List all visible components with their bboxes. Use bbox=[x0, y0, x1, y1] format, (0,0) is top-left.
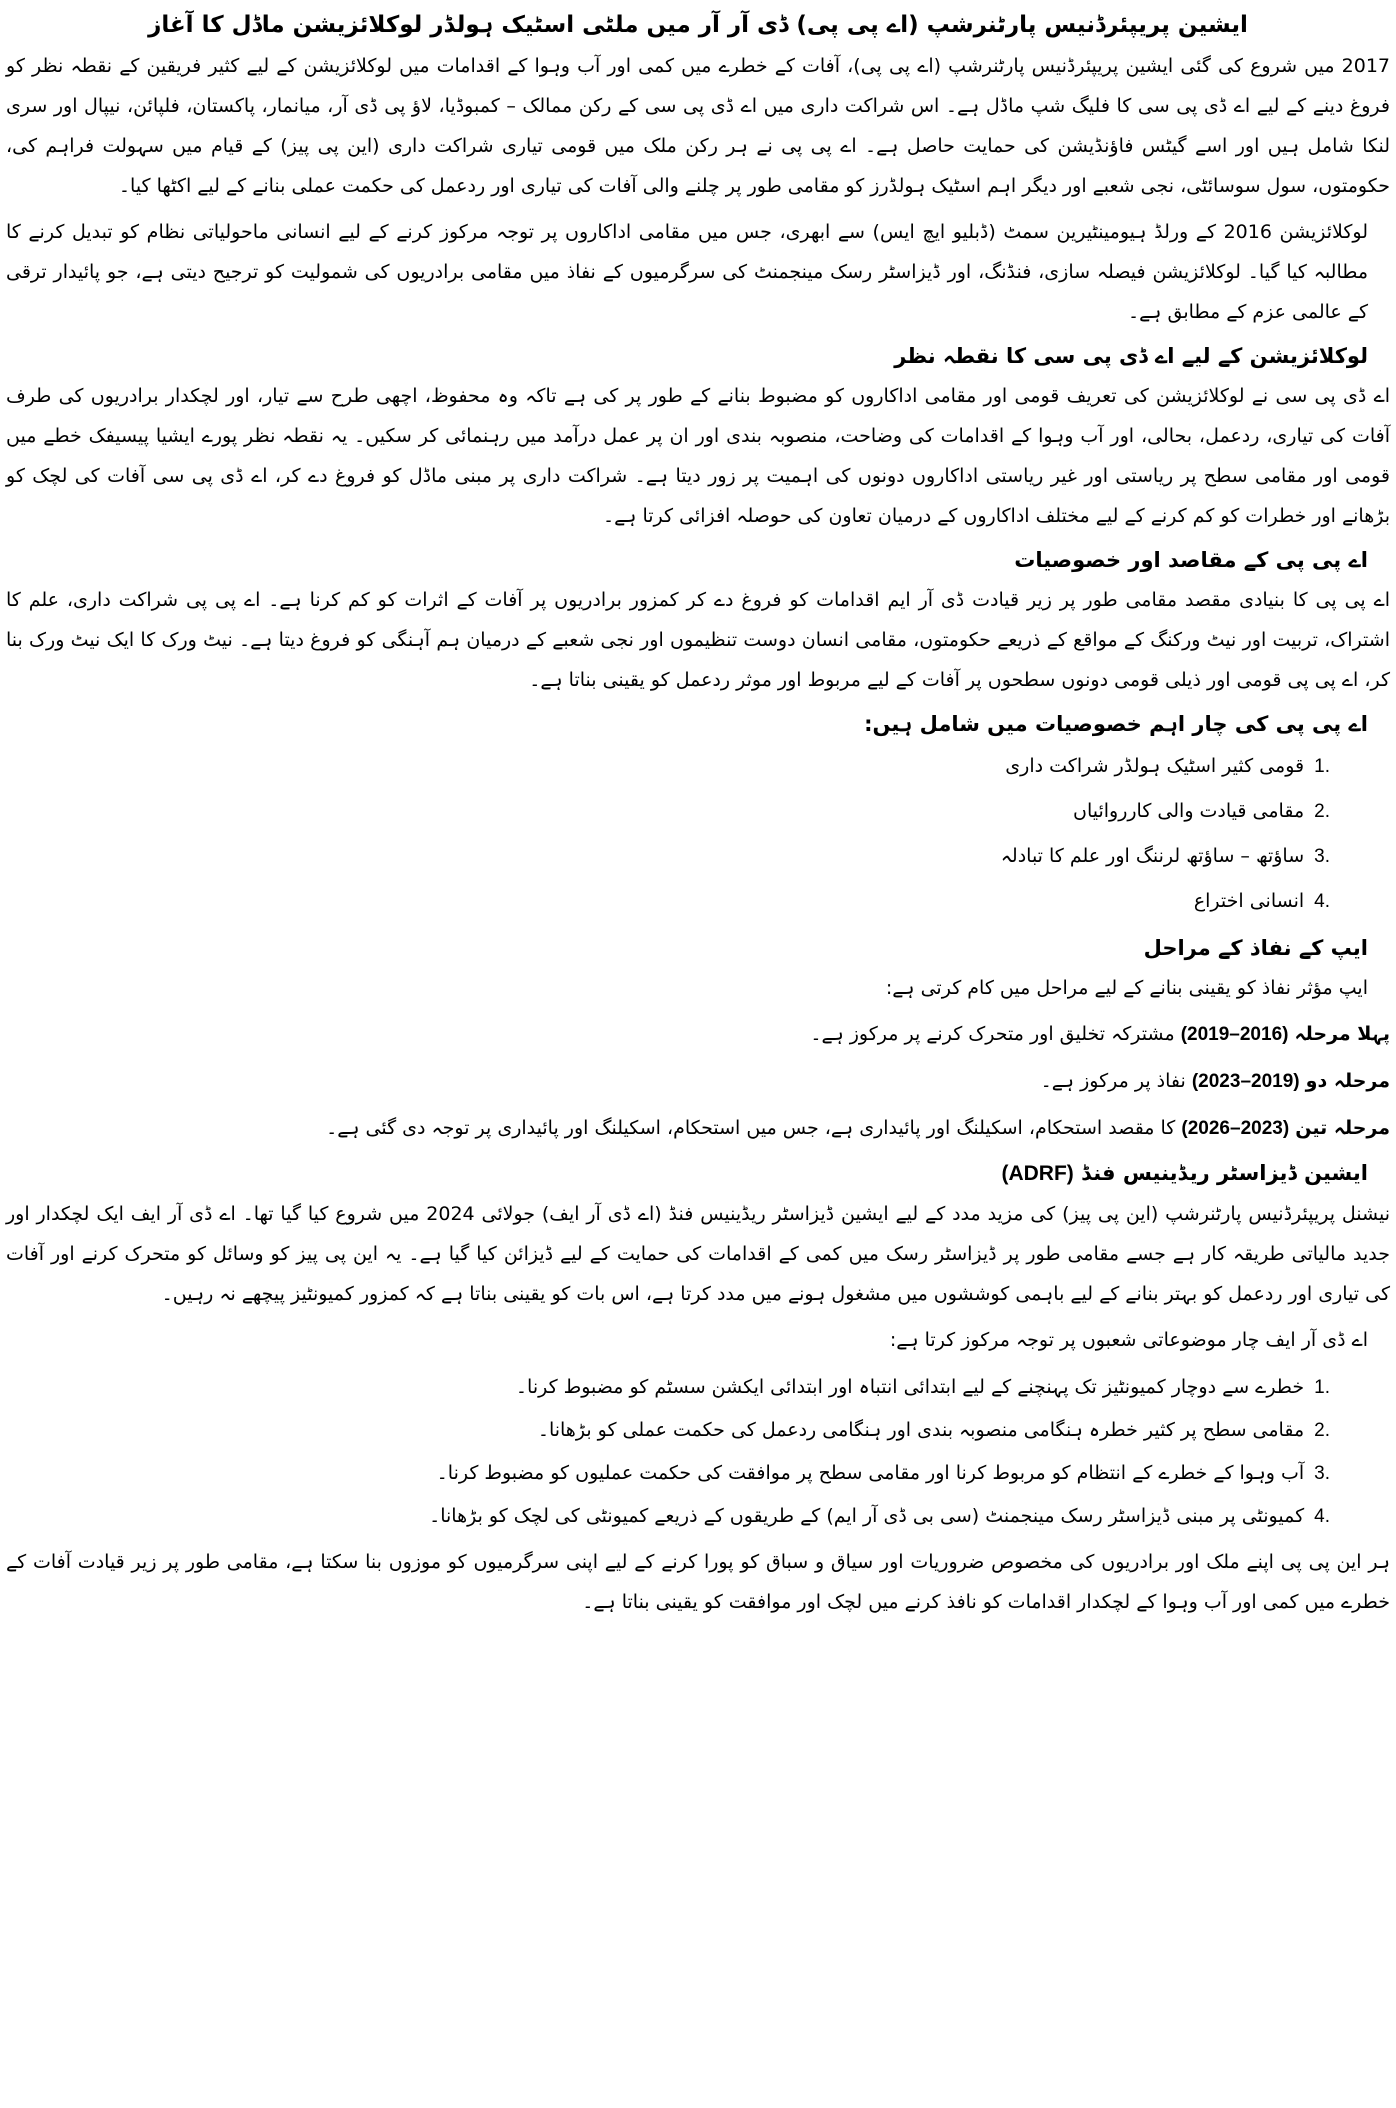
adrf-focus-intro: اے ڈی آر ایف چار موضوعاتی شعبوں پر توجہ مرکوز کرتا ہے: bbox=[889, 1329, 1368, 1351]
phase-3-text: کا مقصد استحکام، اسکیلنگ اور پائیداری ہے، جس میں استحکام، اسکیلنگ اور پائیداری پر توجہ دی گئی ہے۔ bbox=[326, 1117, 1176, 1139]
objectives-paragraph: اے پی پی کا بنیادی مقصد مقامی طور پر زیر قیادت ڈی آر ایم اقدامات کو فروغ دے کر کمزور برادریوں پر آفات کے اثرات کو کم کرنا ہے۔ اے پی پی شراکت داری، علم کا اشتراک، تربیت اور نیٹ ورکنگ کے مواقع کے ذریعے حکومتوں، مقامی انسان دوست تنظیموں اور نجی شعبے کے درمیان ہم آہنگی کو فروغ دیتا ہے۔ نیٹ ورک کا ایک نیٹ ورک بنا کر، اے پی پی قومی اور ذیلی قومی دونوں سطحوں پر آفات کے لیے مربوط اور موثر ردعمل کو یقینی بناتا ہے۔ bbox=[6, 589, 1390, 691]
localization-heading: لوکلائزیشن کے لیے اے ڈی پی سی کا نقطہ نظر bbox=[894, 344, 1368, 368]
phase-2 bbox=[6, 1061, 1390, 1102]
adrf-heading-text: ایشین ڈیزاسٹر ریڈینیس فنڈ bbox=[1081, 1161, 1368, 1185]
features-heading: اے پی پی کی چار اہم خصوصیات میں شامل ہیں: bbox=[864, 712, 1368, 736]
list-item-number: 3. bbox=[1314, 1463, 1330, 1484]
adrf-heading-abbr: (ADRF) bbox=[1001, 1162, 1074, 1185]
list-item-number: 2. bbox=[1314, 1420, 1330, 1441]
list-item-number: 1. bbox=[1314, 1377, 1330, 1398]
intro-paragraph-1: 2017 میں شروع کی گئی ایشین پریپئرڈنیس پارٹنرشپ (اے پی پی)، آفات کے خطرے میں کمی اور آب وہوا کے اقدامات میں لوکلائزیشن کے لیے کثیر فریقین کے نقطہ نظر کو فروغ دینے کے لیے اے ڈی پی سی کا فلیگ شپ ماڈل ہے۔ اس شراکت داری میں اے ڈی پی سی کے رکن ممالک – کمبوڈیا، لاؤ پی ڈی آر، میانمار، پاکستان، فلپائن، نیپال اور سری لنکا شامل ہیں اور اسے گیٹس فاؤنڈیشن کی حمایت حاصل ہے۔ اے پی پی نے ہر رکن ملک میں قومی تیاری شراکت داری (این پی پیز) کے قیام میں سہولت فراہم کی، حکومتوں، سول سوسائٹی، نجی شعبے اور دیگر اہم اسٹیک ہولڈرز کو مقامی طور پر چلنے والی آفات کی تیاری اور ردعمل کی حکمت عملی بنانے کے لیے اکٹھا کیا۔ bbox=[6, 55, 1390, 197]
list-item-text: کمیونٹی پر مبنی ڈیزاسٹر رسک مینجمنٹ (سی بی ڈی آر ایم) کے طریقوں کے ذریعے کمیونٹی کی لچک کو بڑھانا۔ bbox=[429, 1505, 1305, 1527]
adrf-paragraph: نیشنل پریپئرڈنیس پارٹنرشپ (این پی پیز) کی مزید مدد کے لیے ایشین ڈیزاسٹر ریڈینیس فنڈ (اے ڈی آر ایف) جولائی 2024 میں شروع کیا گیا تھا۔ اے ڈی آر ایف ایک لچکدار اور جدید مالیاتی طریقہ کار ہے جسے مقامی طور پر ڈیزاسٹر رسک میں کمی کے اقدامات کی حمایت کے لیے ڈیزائن کیا گیا ہے۔ یہ این پی پیز کو وسائل کو متحرک کرنے اور آفات کی تیاری اور ردعمل کو بہتر بنانے کے لیے باہمی کوششوں میں مشغول ہونے میں مدد کرتا ہے، اس بات کو یقینی بناتا ہے کہ کمزور کمیونٹیز پیچھے نہ رہیں۔ bbox=[6, 1203, 1391, 1305]
phase-1-text: مشترکہ تخلیق اور متحرک کرنے پر مرکوز ہے۔ bbox=[810, 1023, 1175, 1045]
adrf-focus-list bbox=[6, 1366, 1330, 1538]
list-item-text: آب وہوا کے خطرے کے انتظام کو مربوط کرنا اور مقامی سطح پر موافقت کی حکمت عملیوں کو مضبوط کرنا۔ bbox=[436, 1462, 1305, 1484]
list-item-number: 4. bbox=[1314, 1506, 1330, 1527]
phase-1-years: (2019–2016) bbox=[1180, 1024, 1289, 1045]
phase-2-label: مرحلہ دو bbox=[1305, 1070, 1390, 1092]
features-list bbox=[6, 744, 1330, 924]
phase-3-label: مرحلہ تین bbox=[1295, 1117, 1390, 1139]
document-title: ایشین پریپئرڈنیس پارٹنرشپ (اے پی پی) ڈی آر آر میں ملٹی اسٹیک ہولڈر لوکلائزیشن ماڈل کا آغاز bbox=[148, 12, 1248, 38]
phases-intro: ایپ مؤثر نفاذ کو یقینی بنانے کے لیے مراحل میں کام کرتی ہے: bbox=[885, 977, 1368, 999]
phase-3 bbox=[6, 1108, 1390, 1149]
list-item-text: انسانی اختراع bbox=[1193, 890, 1305, 912]
phase-1 bbox=[6, 1014, 1390, 1055]
list-item-text: مقامی قیادت والی کارروائیاں bbox=[1072, 800, 1305, 822]
list-item-text: خطرے سے دوچار کمیونٹیز تک پہنچنے کے لیے ابتدائی انتباہ اور ابتدائی ایکشن سسٹم کو مضبوط کرنا۔ bbox=[515, 1376, 1305, 1398]
list-item bbox=[6, 1495, 1330, 1538]
localization-paragraph: اے ڈی پی سی نے لوکلائزیشن کی تعریف قومی اور مقامی اداکاروں کو مضبوط بنانے کے طور پر کی ہے تاکہ وہ محفوظ، اچھی طرح سے تیار، اور لچکدار برادریوں کی طرف آفات کی تیاری، ردعمل، بحالی، اور آب وہوا کے اقدامات کی وضاحت، منصوبہ بندی اور ان پر عمل درآمد میں رہنمائی کر سکیں۔ یہ نقطہ نظر پورے ایشیا پیسیفک خطے میں قومی اور مقامی سطح پر ریاستی اور غیر ریاستی اداکاروں دونوں کی اہمیت پر زور دیتا ہے۔ شراکت داری پر مبنی ماڈل کو فروغ دے کر، اے ڈی پی سی آفات کی لچک کو بڑھانے اور خطرات کو کم کرنے کے لیے مختلف اداکاروں کے درمیان تعاون کی حوصلہ افزائی کرتا ہے۔ bbox=[6, 385, 1390, 527]
list-item bbox=[6, 834, 1330, 879]
adrf-heading bbox=[6, 1155, 1368, 1192]
phases-heading: ایپ کے نفاذ کے مراحل bbox=[1143, 936, 1368, 960]
list-item-text: ساؤتھ – ساؤتھ لرننگ اور علم کا تبادلہ bbox=[1000, 845, 1305, 867]
phase-1-label: پہلا مرحلہ bbox=[1294, 1023, 1390, 1045]
intro-paragraph-2: لوکلائزیشن 2016 کے ورلڈ ہیومینٹیرین سمٹ (ڈبلیو ایچ ایس) سے ابھری، جس میں مقامی اداکاروں پر توجہ مرکوز کرنے کے لیے انسانی ماحولیاتی نظام کو تبدیل کرنے کا مطالبہ کیا گیا۔ لوکلائزیشن فیصلہ سازی، فنڈنگ، اور ڈیزاسٹر رسک مینجمنٹ کی سرگرمیوں کے نفاذ میں مقامی برادریوں کی شمولیت کو ترجیح دیتی ہے، جو پائیدار ترقی کے عالمی عزم کے مطابق ہے۔ bbox=[6, 221, 1368, 323]
list-item-text: قومی کثیر اسٹیک ہولڈر شراکت داری bbox=[1005, 755, 1305, 777]
list-item-text: مقامی سطح پر کثیر خطرہ ہنگامی منصوبہ بندی اور ہنگامی ردعمل کی حکمت عملی کو بڑھانا۔ bbox=[537, 1419, 1305, 1441]
phase-3-years: (2026–2023) bbox=[1181, 1118, 1290, 1139]
phase-2-years: (2023–2019) bbox=[1191, 1071, 1300, 1092]
list-item bbox=[6, 1366, 1330, 1409]
phase-2-text: نفاذ پر مرکوز ہے۔ bbox=[1040, 1070, 1186, 1092]
list-item bbox=[6, 789, 1330, 834]
list-item bbox=[6, 744, 1330, 789]
list-item-number: 2. bbox=[1314, 801, 1330, 822]
list-item-number: 3. bbox=[1314, 846, 1330, 867]
objectives-heading: اے پی پی کے مقاصد اور خصوصیات bbox=[1014, 548, 1368, 572]
list-item-number: 1. bbox=[1314, 756, 1330, 777]
closing-paragraph: ہر این پی پی اپنے ملک اور برادریوں کی مخصوص ضروریات اور سیاق و سباق کو پورا کرنے کے لیے اپنی سرگرمیوں کو موزوں بنا سکتا ہے، مقامی طور پر زیر قیادت آفات کے خطرے میں کمی اور آب وہوا کے لچکدار اقدامات کو نافذ کرنے میں لچک اور موافقت کو یقینی بناتا ہے۔ bbox=[6, 1551, 1390, 1613]
list-item bbox=[6, 1452, 1330, 1495]
list-item bbox=[6, 1409, 1330, 1452]
list-item bbox=[6, 879, 1330, 924]
list-item-number: 4. bbox=[1314, 891, 1330, 912]
